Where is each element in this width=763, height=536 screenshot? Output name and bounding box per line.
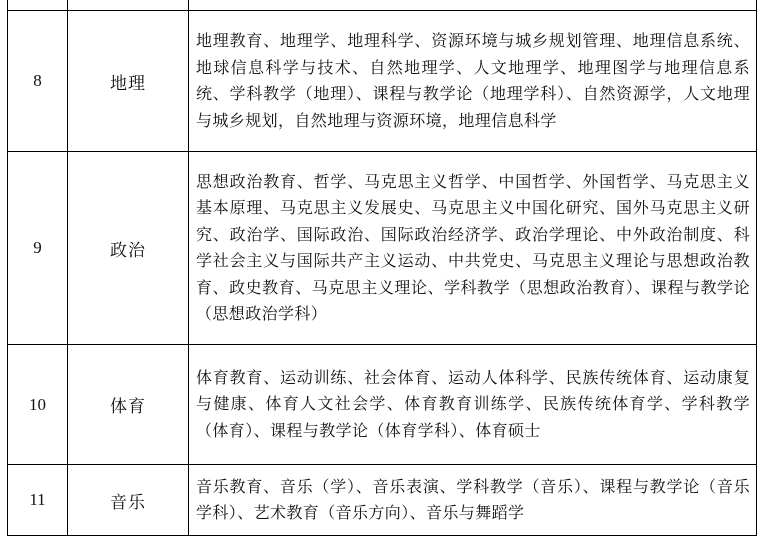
majors-list: 体育教育、运动训练、社会体育、运动人体科学、民族传统体育、运动康复与健康、体育人文社会学、体育教育训练学、民族传统体育学、学科教学（体育）、课程与教学论（体育学科）、体育硕士	[189, 345, 757, 465]
majors-list: 地理教育、地理学、地理科学、资源环境与城乡规划管理、地理信息系统、地球信息科学与技术、自然地理学、人文地理学、地理图学与地理信息系统、学科教学（地理）、课程与教学论（地理学科）、自然资源学，人文地理与城乡规划，自然地理与资源环境，地理信息科学	[189, 11, 757, 152]
majors-list: 思想政治教育、哲学、马克思主义哲学、中国哲学、外国哲学、马克思主义基本原理、马克思主义发展史、马克思主义中国化研究、国外马克思主义研究、政治学、国际政治、国际政治经济学、政治学理论、中外政治制度、科学社会主义与国际共产主义运动、中共党史、马克思主义理论与思想政治教育、政史教育、马克思主义理论、学科教学（思想政治教育）、课程与教学论（思想政治学科）	[189, 152, 757, 345]
subject-name: 地理	[68, 11, 189, 152]
row-number: 11	[8, 465, 68, 536]
cell-empty	[8, 0, 68, 11]
row-number: 10	[8, 345, 68, 465]
majors-list: 音乐教育、音乐（学）、音乐表演、学科教学（音乐）、课程与教学论（音乐学科）、艺术教育（音乐方向）、音乐与舞蹈学	[189, 465, 757, 536]
cell-empty	[189, 0, 757, 11]
table-row	[8, 465, 757, 536]
table-row	[8, 345, 757, 465]
cell-empty	[68, 0, 189, 11]
subject-name: 音乐	[68, 465, 189, 536]
table-row-continuation	[8, 0, 757, 11]
row-number: 8	[8, 11, 68, 152]
table-row	[8, 152, 757, 345]
row-number: 9	[8, 152, 68, 345]
subject-name: 体育	[68, 345, 189, 465]
subject-name: 政治	[68, 152, 189, 345]
table-row	[8, 11, 757, 152]
subject-majors-table	[7, 0, 757, 536]
